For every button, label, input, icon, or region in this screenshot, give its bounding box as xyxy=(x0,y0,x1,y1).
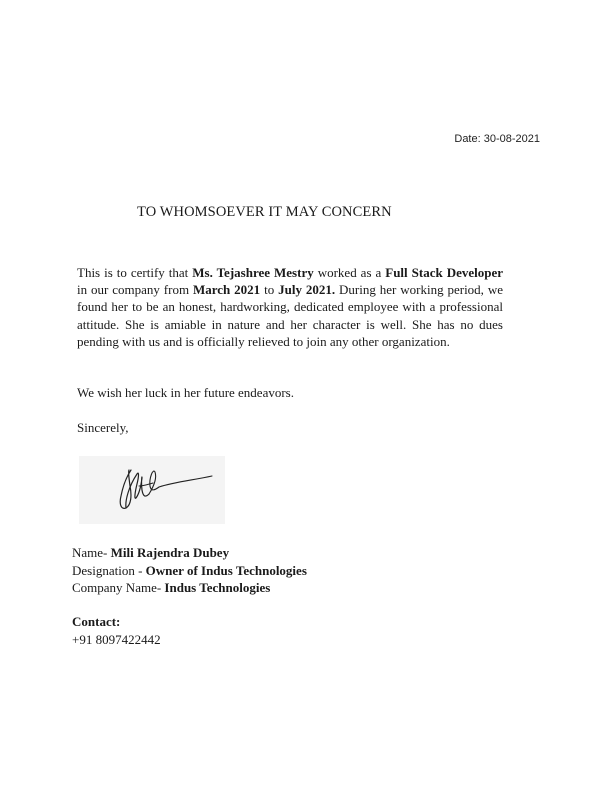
signer-name-label: Name- xyxy=(72,545,111,560)
end-date: July 2021. xyxy=(278,282,336,298)
signer-company-line xyxy=(72,579,307,597)
body-text-1: This is to certify that xyxy=(77,265,193,280)
body-text-2: worked as a xyxy=(313,265,386,280)
signature-icon xyxy=(79,456,225,524)
employee-name: Ms. Tejashree Mestry xyxy=(192,265,314,280)
signature-image xyxy=(79,456,225,524)
contact-phone: +91 8097422442 xyxy=(72,631,161,647)
signer-designation-label: Designation - xyxy=(72,562,146,578)
start-date: March 2021 xyxy=(192,282,261,298)
closing: Sincerely, xyxy=(77,420,129,435)
signer-designation-line xyxy=(72,562,307,580)
contact-label xyxy=(72,613,161,631)
contact-label-text: Contact: xyxy=(72,614,121,629)
wish-paragraph: We wish her luck in her future endeavors. xyxy=(77,385,294,400)
body-text-4: to xyxy=(260,282,279,298)
signer-designation: Owner of Indus Technologies xyxy=(145,562,307,578)
letter-title: TO WHOMSOEVER IT MAY CONCERN xyxy=(137,204,392,220)
certification-paragraph xyxy=(77,264,503,350)
body-text-5: During her working period, we found her to be an honest, hardworking, dedicated employee with a professional attitude. She is amiable in nature and her character is well. She has no dues pending with us and is officially relieved to join any other organization. xyxy=(77,282,503,349)
body-text-3: in our company from xyxy=(77,282,193,298)
signer-name: Mili Rajendra Dubey xyxy=(110,545,230,560)
signer-block xyxy=(72,544,307,597)
contact-block xyxy=(72,613,161,648)
employee-role: Full Stack Developer xyxy=(385,265,504,280)
letter-date: Date: 30-08-2021 xyxy=(454,133,540,145)
signer-company-label: Company Name- xyxy=(72,580,165,596)
signer-company: Indus Technologies xyxy=(164,580,271,596)
signer-name-line xyxy=(72,544,307,562)
